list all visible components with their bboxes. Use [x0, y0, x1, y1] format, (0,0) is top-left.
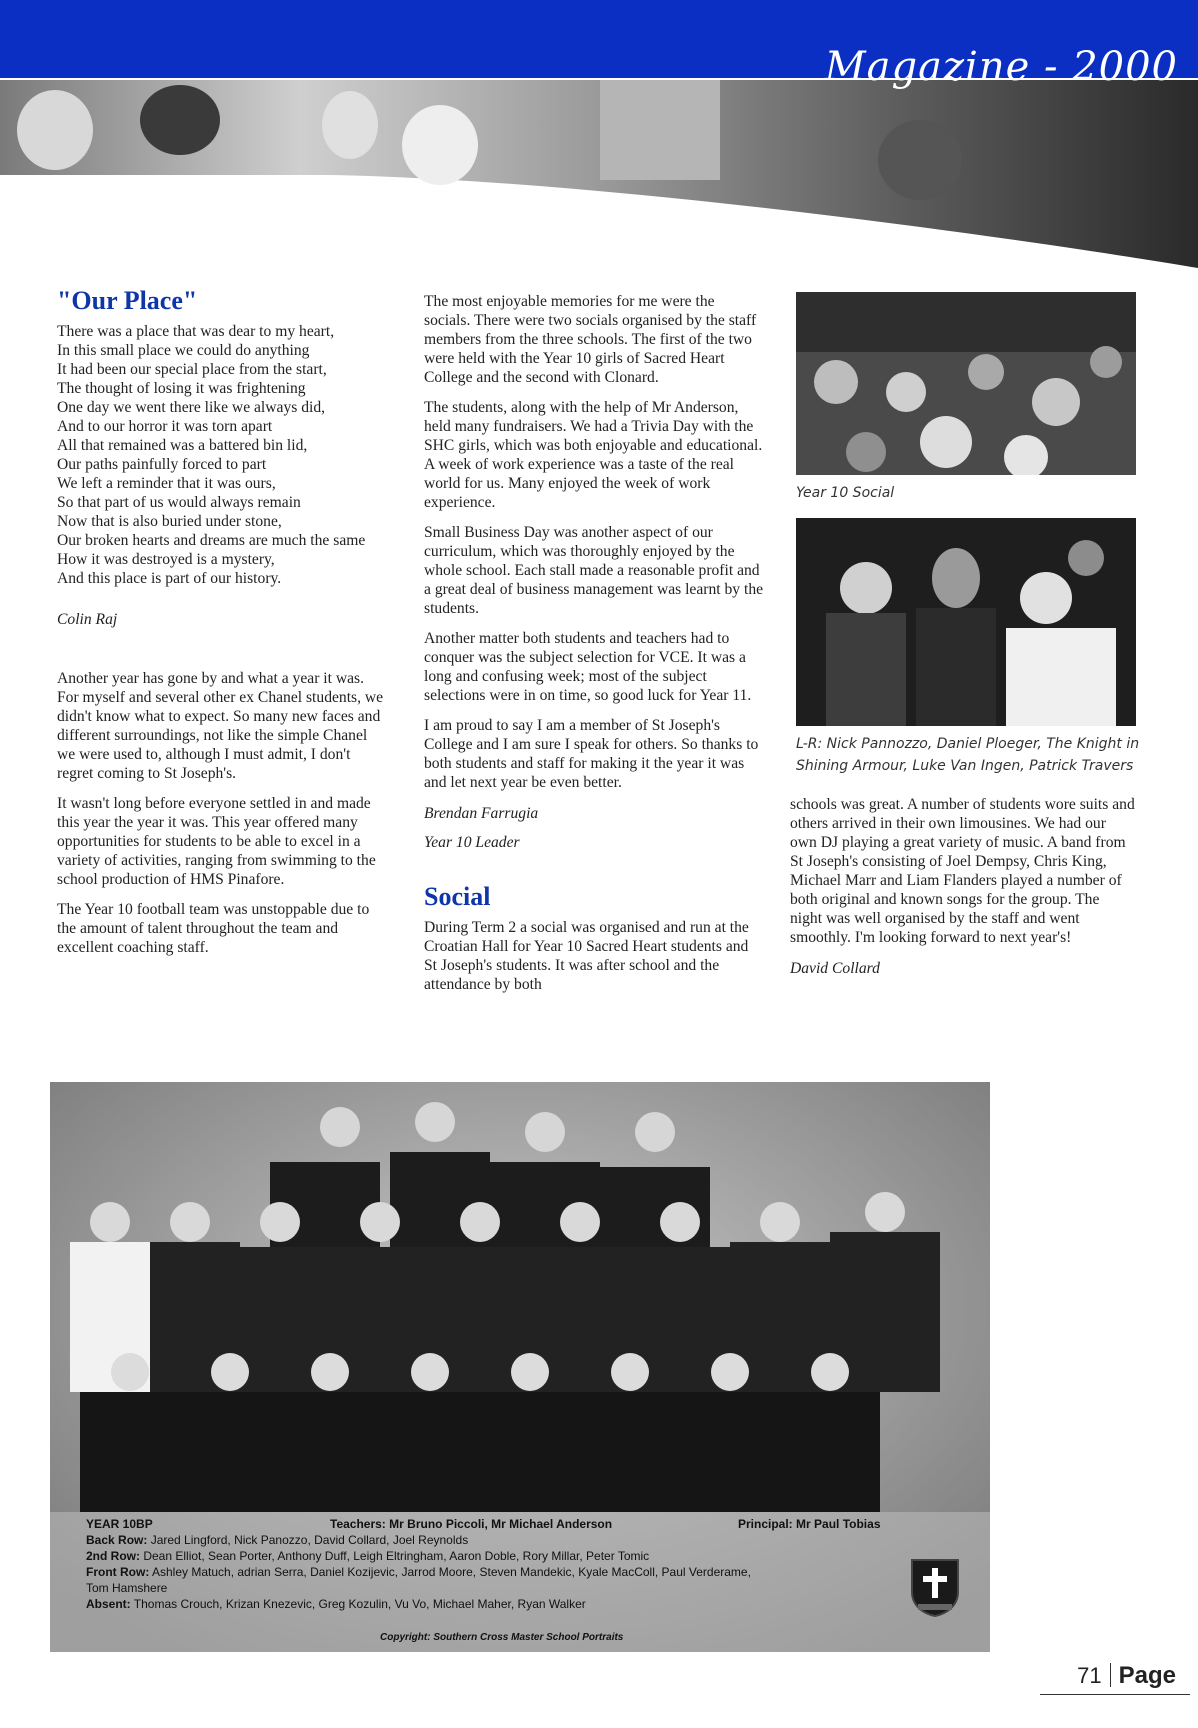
photo2-caption-line: L-R: Nick Pannozzo, Daniel Ploeger, The Knight in [796, 736, 1140, 752]
page-number-value: 71 [1077, 1663, 1102, 1688]
crowd-image [796, 292, 1136, 475]
caption-header-row [86, 1516, 153, 1532]
caption-front-row-cont: Tom Hamshere [86, 1581, 168, 1595]
poem-line: We left a reminder that it was ours, [57, 475, 276, 492]
article-paragraph: Another year has gone by and what a year it was. For myself and several other ex Chanel students, we didn't know what to expect. So many new faces and different surroundings, not like the simple Chanel we were used to, although I must admit, I don't regret coming to St Joseph's. [57, 670, 384, 782]
photo2-caption-line: Shining Armour, Luke Van Ingen, Patrick Travers [796, 758, 1134, 774]
page-label: Page [1118, 1662, 1176, 1689]
caption-front-row [86, 1564, 751, 1580]
column-middle [424, 292, 764, 1005]
poem-line: And this place is part of our history. [57, 570, 282, 587]
column-left [57, 286, 387, 968]
back-row-names: Jared Lingford, Nick Panozzo, David Collard, Joel Reynolds [150, 1533, 469, 1547]
back-row-label: Back Row: [86, 1533, 148, 1547]
poem-line: In this small place we could do anything [57, 342, 310, 359]
principal-label: Principal: [738, 1517, 793, 1531]
caption-teachers [330, 1516, 612, 1532]
photo2-caption [796, 733, 1141, 777]
teachers-names: Mr Bruno Piccoli, Mr Michael Anderson [389, 1517, 613, 1531]
article-paragraph: Another matter both students and teachers had to conquer was the subject selection for VCE. It was a long and confusing week; most of the subject selections were in on time, so good luck for Year 11. [424, 630, 752, 704]
poem-line: How it was destroyed is a mystery, [57, 551, 275, 568]
page-number [1077, 1662, 1176, 1690]
caption-back-row [86, 1532, 468, 1548]
magazine-title: Magazine - 2000 [824, 44, 1178, 90]
group-image [796, 518, 1136, 726]
article-paragraph: The most enjoyable memories for me were the socials. There were two socials organised by the staff members from the three schools. The first of the two were held with the Year 10 girls of Sacred Heart College and the second with Clonard. [424, 293, 757, 386]
principal-name: Mr Paul Tobias [796, 1517, 881, 1531]
caption-absent [86, 1596, 586, 1612]
poem-line: Our paths painfully forced to part [57, 456, 267, 473]
poem-title: "Our Place" [57, 286, 198, 315]
photo-students-knight [796, 518, 1136, 726]
social-paragraph: During Term 2 a social was organised and run at the Croatian Hall for Year 10 Sacred Heart students and St Joseph's students. It was after school and the attendance by both [424, 919, 749, 993]
article-author: Brendan Farrugia [424, 805, 539, 822]
article-paragraph: I am proud to say I am a member of St Joseph's College and I am sure I speak for others. So thanks to both students and staff for making it the year it was and let next year be even better. [424, 717, 759, 791]
column-right [790, 795, 1135, 989]
absent-names: Thomas Crouch, Krizan Knezevic, Greg Kozulin, Vu Vo, Michael Maher, Ryan Walker [133, 1597, 586, 1611]
teachers-label: Teachers: [330, 1517, 386, 1531]
article-paragraph: Small Business Day was another aspect of our curriculum, which was thoroughly enjoyed by the whole school. Each stall made a reasonable profit and a great deal of business management was learnt by the students. [424, 524, 764, 617]
social-paragraph: schools was great. A number of students wore suits and others arrived in their own limousines. We had our own DJ playing a great variety of music. A band from St Joseph's consisting of Joel Dempsy, Chris King, Michael Marr and Liam Flanders played a number of both original and known songs for the group. The night was well organised by the staff and went smoothly. I'm looking forward to next year's! [790, 796, 1135, 946]
social-heading: Social [424, 882, 491, 911]
front-row-names: Ashley Matuch, adrian Serra, Daniel Kozijevic, Jarrod Moore, Steven Mandekic, Kyale MacColl, Paul Verderame, [152, 1565, 751, 1579]
poem-line: There was a place that was dear to my heart, [57, 323, 335, 340]
social-author: David Collard [790, 960, 880, 977]
article-paragraph: The students, along with the help of Mr Anderson, held many fundraisers. We had a Trivia Day with the SHC girls, which was both enjoyable and educational. A week of work experience was a taste of the real world for us. Many enjoyed the week of work experience. [424, 399, 763, 511]
front-row-label: Front Row: [86, 1565, 150, 1579]
poem-body [57, 322, 387, 588]
article-paragraph: It wasn't long before everyone settled in and made this year the year it was. This year offered many opportunities for students to be able to excel in a variety of activities, ranging from swimming to the school production of HMS Pinafore. [57, 795, 376, 888]
header-graphic [0, 0, 1198, 270]
page-number-rule [1040, 1694, 1190, 1695]
caption-second-row [86, 1548, 649, 1564]
second-row-label: 2nd Row: [86, 1549, 140, 1563]
school-crest-icon [908, 1556, 962, 1618]
poem-line: Our broken hearts and dreams are much the same [57, 532, 366, 549]
absent-label: Absent: [86, 1597, 131, 1611]
header-banner [0, 0, 1198, 270]
poem-line: Now that is also buried under stone, [57, 513, 282, 530]
photo-copyright: Copyright: Southern Cross Master School Portraits [380, 1632, 624, 1643]
second-row-names: Dean Elliot, Sean Porter, Anthony Duff, Leigh Eltringham, Aaron Doble, Rory Millar, Peter Tomic [143, 1549, 650, 1563]
poem-line: All that remained was a battered bin lid, [57, 437, 308, 454]
poem-line: And to our horror it was torn apart [57, 418, 273, 435]
photo1-caption: Year 10 Social [796, 485, 895, 501]
article-paragraph: The Year 10 football team was unstoppable due to the amount of talent throughout the team and excellent coaching staff. [57, 901, 370, 956]
poem-line: It had been our special place from the start, [57, 361, 327, 378]
poem-line: So that part of us would always remain [57, 494, 301, 511]
page-number-divider [1110, 1663, 1111, 1687]
article-author-role: Year 10 Leader [424, 834, 520, 851]
poem-author: Colin Raj [57, 611, 118, 628]
poem-line: One day we went there like we always did, [57, 399, 326, 416]
poem-line: The thought of losing it was frightening [57, 380, 306, 397]
class-name: YEAR 10BP [86, 1517, 153, 1531]
class-photo-caption [50, 1512, 990, 1652]
caption-principal [738, 1516, 881, 1532]
photo-year10-social [796, 292, 1136, 475]
